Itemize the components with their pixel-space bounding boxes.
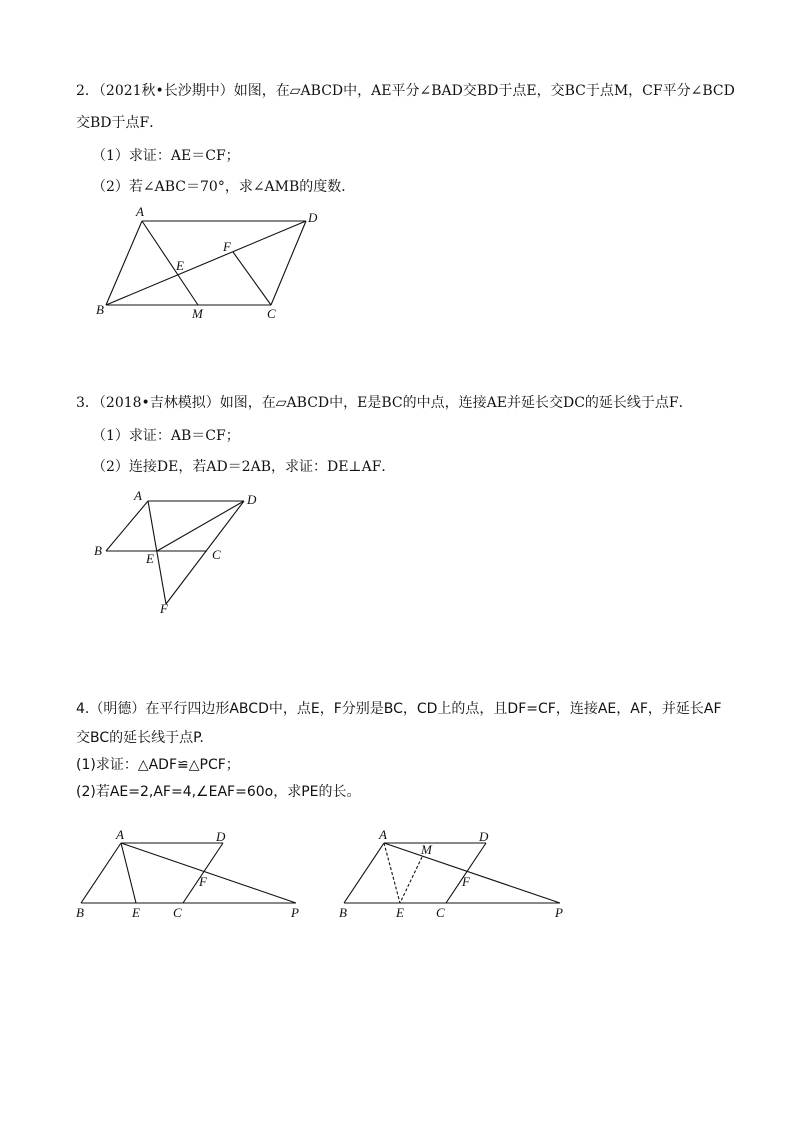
segment-AE-dashed bbox=[384, 843, 400, 903]
problem-3-question-1: （1）求证：AB＝CF； bbox=[92, 428, 240, 444]
problem-3-question-2: （2）连接DE，若AD＝2AB，求证：DE⊥AF． bbox=[92, 459, 396, 475]
label-D: D bbox=[247, 492, 257, 507]
problem-4-line-2: 交BC的延长线于点P. bbox=[76, 730, 204, 746]
label-A: A bbox=[116, 827, 124, 842]
label-D: D bbox=[479, 829, 489, 844]
label-D: D bbox=[308, 210, 318, 225]
label-D: D bbox=[216, 829, 226, 844]
problem-2-figure bbox=[0, 0, 794, 340]
problem-4-question-2: (2)若AE=2,AF=4,∠EAF=60o，求PE的长。 bbox=[76, 784, 361, 800]
segment-AB bbox=[106, 501, 148, 551]
problem-2-line-1: 2．（2021秋•长沙期中）如图，在▱ABCD中，AE平分∠BAD交BD于点E，交BC于点M，CF平分∠BCD bbox=[76, 83, 735, 99]
label-E: E bbox=[176, 258, 184, 273]
label-F: F bbox=[160, 601, 168, 616]
segment-AB bbox=[344, 843, 384, 903]
label-C: C bbox=[212, 547, 221, 562]
label-F: F bbox=[199, 874, 207, 889]
segment-CF bbox=[233, 252, 271, 305]
label-F: F bbox=[223, 239, 231, 254]
segment-AM bbox=[142, 221, 198, 305]
problem-3-line-1: 3．（2018•吉林模拟）如图，在▱ABCD中，E是BC的中点，连接AE并延长交DC的延长线于点F． bbox=[76, 395, 693, 411]
label-C: C bbox=[267, 306, 276, 321]
problem-2-question-1: （1）求证：AE＝CF； bbox=[92, 148, 240, 164]
label-E: E bbox=[132, 905, 140, 920]
label-M: M bbox=[192, 306, 203, 321]
label-C: C bbox=[436, 905, 445, 920]
segment-DF bbox=[166, 501, 244, 604]
label-M: M bbox=[421, 842, 432, 857]
label-B: B bbox=[96, 302, 104, 317]
label-A: A bbox=[136, 204, 144, 219]
segment-EM-dashed bbox=[400, 857, 422, 903]
segment-AP bbox=[384, 843, 560, 903]
segment-ED bbox=[157, 501, 244, 551]
label-C: C bbox=[173, 905, 182, 920]
label-F: F bbox=[462, 874, 470, 889]
label-E: E bbox=[396, 905, 404, 920]
label-B: B bbox=[94, 543, 102, 558]
label-A: A bbox=[379, 827, 387, 842]
label-P: P bbox=[291, 905, 299, 920]
label-E: E bbox=[146, 551, 154, 566]
problem-4-question-1: (1)求证：△ADF≌△PCF； bbox=[76, 757, 240, 773]
problem-4-figure-right bbox=[0, 820, 794, 930]
problem-3-figure bbox=[0, 480, 794, 620]
problem-4-line-1: 4.（明德）在平行四边形ABCD中，点E，F分别是BC，CD上的点，且DF=CF，连接AE，AF，并延长AF bbox=[76, 701, 722, 717]
label-P: P bbox=[555, 905, 563, 920]
problem-2-question-2: （2）若∠ABC＝70°，求∠AMB的度数． bbox=[92, 179, 356, 195]
problem-2-line-2: 交BD于点F． bbox=[76, 115, 164, 131]
label-B: B bbox=[76, 905, 84, 920]
label-A: A bbox=[134, 488, 142, 503]
segment-DC bbox=[446, 843, 486, 903]
label-B: B bbox=[339, 905, 347, 920]
